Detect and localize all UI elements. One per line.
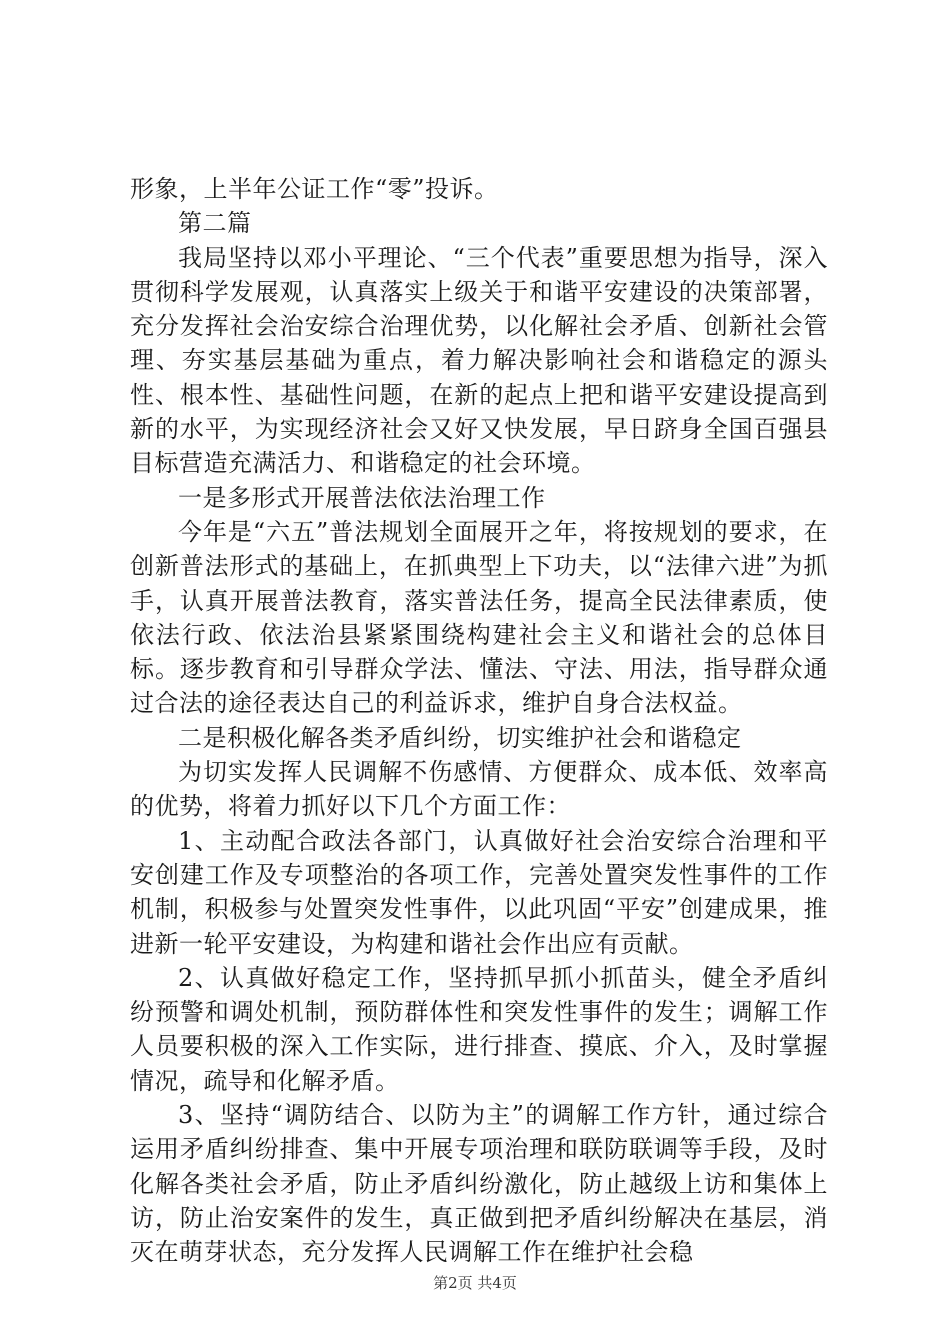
subheading: 一是多形式开展普法依法治理工作 — [178, 483, 546, 512]
subheading: 二是积极化解各类矛盾纠纷，切实维护社会和谐稳定 — [178, 723, 742, 752]
paragraph: 今年是“六五”普法规划全面展开之年，将按规划的要求，在创新普法形式的基础上，在抓典型上下功夫，以“法律六进”为抓手，认真开展普法教育，落实普法任务，提高全民法律素质，使依法行政、依法治县紧紧围绕构建社会主义和谐社会的总体目标。逐步教育和引导群众学法、懂法、守法、用法，指导群众通过合法的途径表达自己的利益诉求，维护自身合法权益。 — [130, 517, 828, 718]
document-body — [130, 172, 828, 1270]
paragraph: 我局坚持以邓小平理论、“三个代表”重要思想为指导，深入贯彻科学发展观，认真落实上级关于和谐平安建设的决策部署，充分发挥社会治安综合治理优势，以化解社会矛盾、创新社会管理、夯实基层基础为重点，着力解决影响社会和谐稳定的源头性、根本性、基础性问题，在新的起点上把和谐平安建设提高到新的水平，为实现经济社会又好又快发展，早日跻身全国百强县目标营造充满活力、和谐稳定的社会环境。 — [130, 243, 828, 478]
section-heading: 第二篇 — [178, 209, 252, 238]
list-item: 2、认真做好稳定工作，坚持抓早抓小抓苗头，健全矛盾纠纷预警和调处机制，预防群体性和突发性事件的发生；调解工作人员要积极的深入工作实际，进行排查、摸底、介入，及时掌握情况，疏导和化解矛盾。 — [130, 963, 828, 1095]
paragraph-continuation: 形象，上半年公证工作“零”投诉。 — [130, 175, 499, 203]
paragraph: 为切实发挥人民调解不伤感情、方便群众、成本低、效率高的优势，将着力抓好以下几个方面工作： — [130, 758, 828, 821]
page-footer: 第2页 共4页 — [433, 1274, 517, 1292]
list-item: 3、坚持“调防结合、以防为主”的调解工作方针，通过综合运用矛盾纠纷排查、集中开展专项治理和联防联调等手段，及时化解各类社会矛盾，防止矛盾纠纷激化，防止越级上访和集体上访，防止治安案件的发生，真正做到把矛盾纠纷解决在基层，消灭在萌芽状态，充分发挥人民调解工作在维护社会稳 — [130, 1101, 828, 1267]
list-item: 1、主动配合政法各部门，认真做好社会治安综合治理和平安创建工作及专项整治的各项工作，完善处置突发性事件的工作机制，积极参与处置突发性事件，以此巩固“平安”创建成果，推进新一轮平安建设，为构建和谐社会作出应有贡献。 — [130, 826, 828, 958]
